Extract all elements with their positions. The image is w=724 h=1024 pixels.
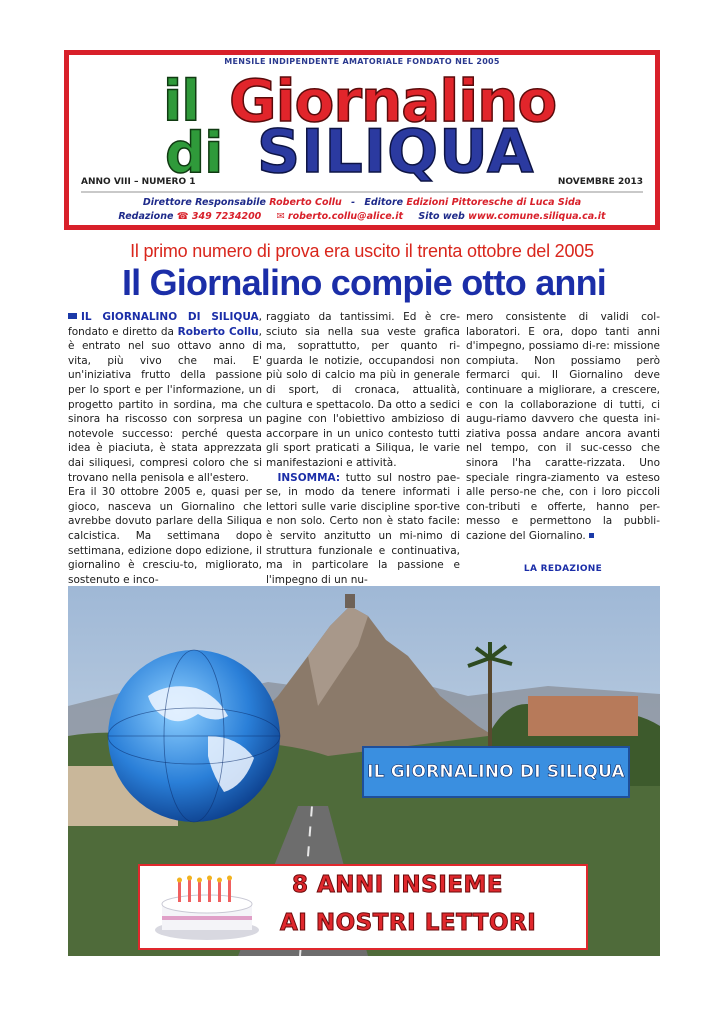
- credits-line-2: [69, 210, 655, 224]
- director-label: Direttore Responsabile: [142, 197, 266, 208]
- masthead: [64, 50, 660, 230]
- masthead-credits: [69, 196, 655, 224]
- article-column-3: [466, 310, 660, 544]
- publisher-name: Edizioni Pittoresche di Luca Sida: [406, 197, 582, 208]
- masthead-tagline: MENSILE INDIPENDENTE AMATORIALE FONDATO NEL 2005: [224, 57, 500, 66]
- article-headline: Il Giornalino compie otto anni: [121, 262, 606, 303]
- director-name: Roberto Collu: [269, 197, 342, 208]
- end-square-icon: [589, 533, 594, 538]
- article-column-1: [68, 310, 262, 587]
- title-word-siliqua: SILIQUA: [257, 117, 535, 187]
- column-2-paragraph-1: raggiato da tantissimi. Ed è cre-sciuto sia nella sua veste grafica ma, soprattutto, per quanto ri-guarda le notizie, occupandosi non più solo di calcio ma più in generale di sport, di cronaca, attualità, cultura e spettacolo. Da otto a sedici pagine con l'obiettivo ambizioso di accorpare in un unico contesto tutti gli sport praticati a Siliqua, le varie manifestazioni e attività.: [266, 311, 460, 469]
- newspaper-banner: [362, 746, 630, 798]
- column-2-paragraph-2: [266, 471, 460, 588]
- article-column-2: [266, 310, 460, 587]
- email-address: roberto.collu@alice.it: [287, 211, 404, 222]
- issue-date: NOVEMBRE 2013: [557, 177, 643, 187]
- phone-icon: ☎: [176, 211, 189, 222]
- masthead-divider: [81, 191, 643, 193]
- palm-trunk: [488, 656, 492, 746]
- mail-icon: ✉: [276, 211, 285, 222]
- web-label: Sito web: [418, 211, 465, 222]
- title-word-il: il: [163, 69, 200, 134]
- birthday-cake-icon: [148, 872, 266, 944]
- credits-line-1: [69, 196, 655, 210]
- title-word-giornalino: Giornalino: [229, 67, 557, 135]
- phone-number: 349 7234200: [191, 211, 262, 222]
- column-1-paragraph-1: [68, 310, 262, 485]
- column-2-text: tutto sul nostro pae-se, in modo da tenere informati i lettori sulle varie discipline spor-tive e non solo. Certo non è stato facile: è servito anzitutto un mi-nimo di struttura funzionale e continuativa, ma in particolare la passione e l'impegno di un nu-: [266, 471, 460, 586]
- credits-separator: -: [351, 197, 356, 208]
- anniversary-photo: [68, 586, 660, 956]
- article-lead: IL GIORNALINO DI SILIQUA: [81, 311, 259, 323]
- column-1-paragraph-2: Era il 30 ottobre 2005 e, quasi per gioco, nasceva un Giornalino che avrebbe dovuto parlare della Siliqua calcistica. Ma settimana dopo settimana, edizione dopo edizione, il giornalino è cresciu-to, migliorato, sostenuto e inco-: [68, 486, 262, 586]
- column-3-text: mero consistente di validi col-laboratori. E ora, dopo tanti anni d'impegno, possiamo di-re: missione compiuta. Non possiamo però fermarci qui. Il Giornalino deve continuare a migliorare, a crescere, e con la collaborazione di tutti, ci augu-riamo davvero che questa ini-ziativa possa andare ancora avanti nel tempo, con il suc-cesso che sinora l'ha caratte-rizzata. Uno speciale ringra-ziamento va esteso alle perso-ne che, con i loro piccoli con-tributi e offerte, hanno per-messo e permettono la pubbli-cazione del Giornalino.: [466, 311, 660, 542]
- web-address: www.comune.siliqua.ca.it: [468, 211, 606, 222]
- director-highlight: Roberto Collu: [177, 325, 259, 338]
- column-1-text-b: , è entrato nel suo ottavo anno di vita, più vivo che mai. E' un'iniziativa frutto della passione per lo sport e per l'informazione, un progetto partito in sordina, ma che sinora ha riscosso con sorpresa un notevole successo: perché questa idea è piaciuta, è stata apprezzata dai siliquesi, compresi coloro che si trovano nella penisola e all'estero.: [68, 325, 262, 484]
- bullet-square-icon: [68, 313, 77, 319]
- banner-text: IL GIORNALINO DI SILIQUA: [367, 762, 625, 782]
- column-3-paragraph-1: [466, 310, 660, 544]
- title-word-di: di: [165, 121, 223, 186]
- office-label: Redazione: [118, 211, 174, 222]
- article-subhead: Il primo numero di prova era uscito il trenta ottobre del 2005: [130, 241, 594, 261]
- building-right: [528, 696, 638, 736]
- masthead-inner: [69, 55, 655, 225]
- publisher-label: Editore: [364, 197, 404, 208]
- insomma-lead: INSOMMA:: [277, 471, 341, 484]
- issue-number: ANNO VIII – NUMERO 1: [81, 177, 196, 187]
- column-1-text-a: , fondato e diretto da: [68, 311, 262, 338]
- panel-line-2: AI NOSTRI LETTORI: [280, 910, 537, 936]
- castle: [345, 594, 355, 608]
- panel-line-1: 8 ANNI INSIEME: [292, 872, 504, 898]
- article-signature: LA REDAZIONE: [523, 564, 603, 574]
- anniversary-panel: [138, 864, 588, 950]
